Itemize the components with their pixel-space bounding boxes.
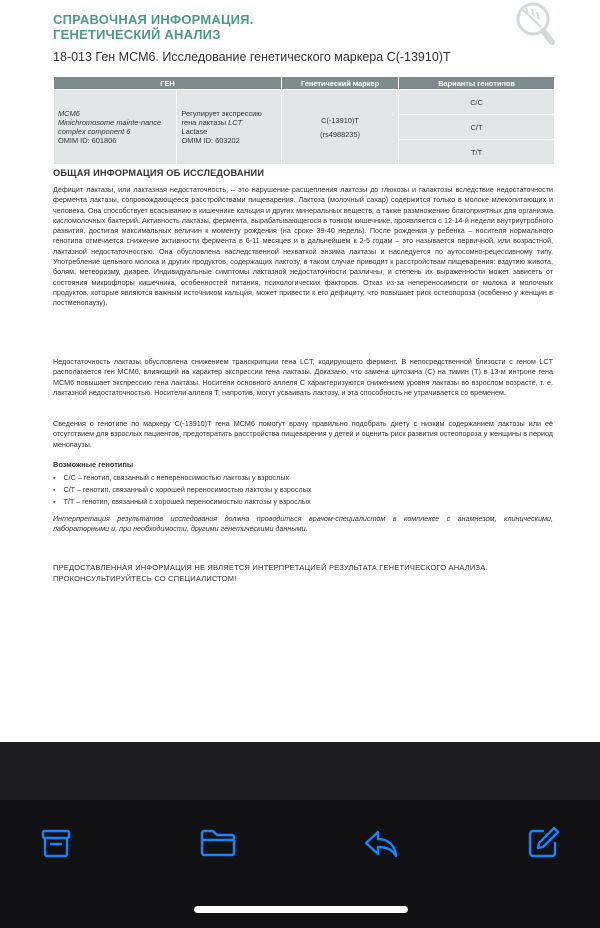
archive-button[interactable]: [36, 823, 76, 863]
folder-icon: [198, 826, 238, 860]
list-item: ▪ C/T – генотип, связанный с хорошей переносимостью лактозы у взрослых: [53, 484, 311, 496]
table-header-gene: ГЕН: [54, 77, 282, 90]
compose-button[interactable]: [523, 823, 563, 863]
interpretation-note: Интерпретация результатов исследования должна проводиться врачом-специалистом в комплексе с анамнезом, клиническими, лабораторными и, при необходимости, другими генетическими данными.: [53, 514, 553, 534]
gene-function-omim: OMIM ID: 603202: [181, 136, 240, 145]
test-title: 18-013 Ген MCM6. Исследование генетического маркера C(-13910)T: [53, 50, 451, 64]
gene-table: [53, 76, 555, 165]
gene-function-lct: LCT: [228, 118, 243, 127]
genotype-cc: C/C: [399, 90, 555, 115]
genotype-tt: T/T: [399, 140, 555, 165]
section-title: ОБЩАЯ ИНФОРМАЦИЯ ОБ ИССЛЕДОВАНИИ: [53, 168, 265, 178]
gene-function-lactase: Lactase: [181, 127, 208, 136]
paragraph-2: Недостаточность лактазы обусловлена снижением транскрипции гена LCT, кодирующего фермент. В непосредственной близости с геном LCT располагается ген MCM6, влияющий на характер экспрессии гена лактазы. Доказано, что замена цитозина (C) на тимин (T) в 13-м интроне гена MCM6 повышает экспрессию гена лактазы. Носители основного аллеля C характеризуются снижением уровня лактазы во взрослом возрасте, т. е. лактазной недостаточностью. Носители аллеля T, напротив, могут усваивать лактозу, и эта способность не утрачивается со временем.: [53, 357, 553, 397]
reply-button[interactable]: [361, 823, 401, 863]
marker-cell: [282, 90, 399, 165]
genotype-ct: C/T: [399, 115, 555, 140]
compose-icon: [525, 825, 561, 861]
header-line-2: ГЕНЕТИЧЕСКИЙ АНАЛИЗ: [53, 27, 221, 42]
dna-magnifier-logo-icon: [510, 0, 560, 50]
header-line-1: СПРАВОЧНАЯ ИНФОРМАЦИЯ.: [53, 12, 254, 27]
gene-omim: OMIM ID: 601806: [58, 136, 117, 145]
gene-full-name: Minichromosome mainte-nance complex component 6: [58, 118, 162, 136]
table-header-genotypes: Варианты генотипов: [399, 77, 555, 90]
marker-name: C(-13910)T: [321, 115, 359, 125]
list-item: ▪ T/T – генотип, связанный с хорошей переносимостью лактозы у взрослых: [53, 496, 311, 508]
table-header-marker: Генетический маркер: [282, 77, 399, 90]
possible-genotypes-title: Возможные генотипы: [53, 460, 134, 469]
gene-function-cell: [177, 90, 282, 165]
marker-rs: (rs4988235): [320, 129, 360, 139]
disclaimer-line-2: ПРОКОНСУЛЬТИРУЙТЕСЬ СО СПЕЦИАЛИСТОМ!: [53, 574, 237, 583]
move-to-folder-button[interactable]: [198, 823, 238, 863]
archive-icon: [39, 826, 73, 860]
reply-icon: [362, 826, 400, 860]
list-item: ▪ C/C – генотип, связанный с непереносимостью лактозы у взрослых: [53, 472, 311, 484]
disclaimer: [53, 562, 553, 584]
paragraph-1: Дефицит лактазы, или лактазная недостаточность, – это нарушение расщепления лактозы до глюкозы и галактозы вследствие недостаточности фермента лактазы, сопровождающееся расстройствами пищеварения. Лактоза (молочный сахар) содержится только в молоке млекопитающих и человека. Она способствует всасыванию в кишечнике кальция и других минеральных веществ, а также размножению благоприятных для организма кисломолочных бактерий. Активность лактазы, фермента, вырабатывающегося в тонком кишечнике, проявляется с 12-14-й недели внутриутробного развития, достигая максимальных величин к моменту рождения (на сроке 39-40 недель). После рождения у ребенка – носителя нормального генотипа отмечается снижение активности фермента в 6-11 месяцев и в дальнейшем к 2-5 годам – это называется первичной, или возрастной, лактазной недостаточностью. Она обусловлена наследственной нехваткой энзима лактазы и наследуется по аутосомно-рецессивному типу. Употребление цельного молока и других продуктов, содержащих лактозу, в таком случае приводит к расстройствам пищеварения: вздутию живота, болям, метеоризму, диарее. Индивидуальные симптомы лактазной недостаточности различны, и степень их выраженности может зависеть от состояния микрофлоры кишечника, особенностей питания, психологических факторов. Отказ из-за непереносимости от молока и молочных продуктов, которые являются важным источником кальция, может привести к его дефициту, что повышает риск остеопороза (особенно у женщин в постменопаузу).: [53, 185, 553, 308]
disclaimer-line-1: ПРЕДОСТАВЛЕННАЯ ИНФОРМАЦИЯ НЕ ЯВЛЯЕТСЯ ИНТЕРПРЕТАЦИЕЙ РЕЗУЛЬТАТА ГЕНЕТИЧЕСКОГО АНАЛИЗА.: [53, 563, 488, 572]
gene-name: MCM6: [58, 109, 80, 118]
paragraph-3: Сведения о генотипе по маркеру C(-13910)T гена MCM6 помогут врачу правильно подобрать диету с низким содержанием лактозы или её отсутствием для взрослых пациентов, предотвратить расстройства пищеварения у детей и оценить риск развития остеопороза у женщины в период менопаузы.: [53, 419, 553, 449]
home-indicator[interactable]: [194, 906, 408, 913]
genotype-list: [53, 472, 311, 508]
gene-info-cell: [54, 90, 177, 165]
document-header: [53, 12, 553, 42]
gene-function-text: Регулирует экспрессию гена лактазы: [181, 109, 262, 127]
